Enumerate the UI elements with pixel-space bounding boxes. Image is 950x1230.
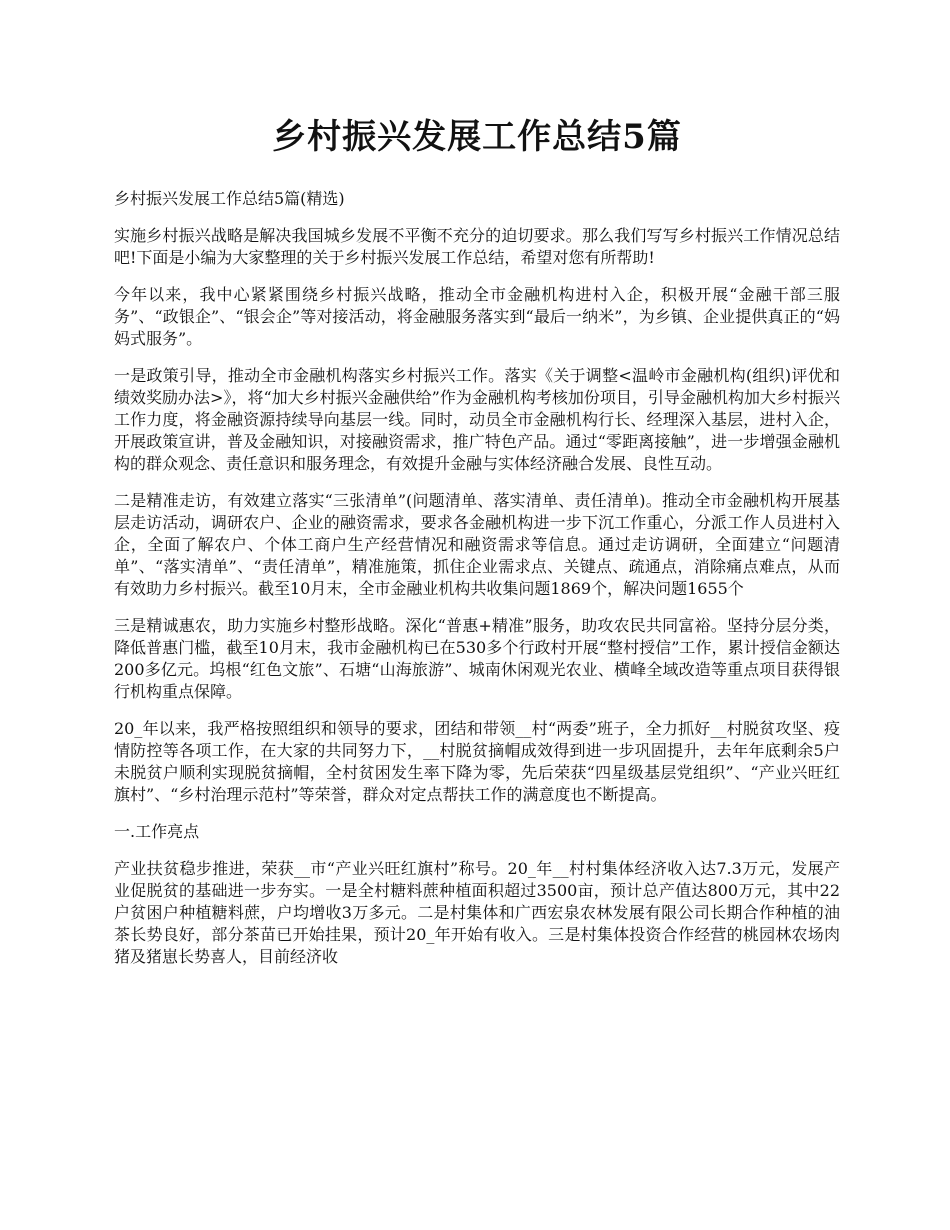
body-paragraph: 今年以来，我中心紧紧围绕乡村振兴战略，推动全市金融机构进村入企，积极开展“金融干部三服务”、“政银企”、“银会企”等对接活动，将金融服务落实到“最后一纳米”，为乡镇、企业提供真正的“妈妈式服务”。 [114,285,840,348]
body-paragraph: 一是政策引导，推动全市金融机构落实乡村振兴工作。落实《关于调整<温岭市金融机构(组织)评优和绩效奖励办法>》，将“加大乡村振兴金融供给”作为金融机构考核加份项目，引导金融机构加大乡村振兴工作力度，将金融资源持续导向基层一线。同时，动员全市金融机构行长、经理深入基层，进村入企，开展政策宣讲，普及金融知识，对接融资需求，推广特色产品。通过“零距离接触”，进一步增强金融机构的群众观念、责任意识和服务理念，有效提升金融与实体经济融合发展、良性互动。 [114,366,840,473]
body-paragraph: 三是精诚惠农，助力实施乡村整形战略。深化“普惠+精准”服务，助攻农民共同富裕。坚持分层分类，降低普惠门槛，截至10月末，我市金融机构已在530多个行政村开展“整村授信”工作，累计授信金额达200多亿元。坞根“红色文旅”、石塘“山海旅游”、城南休闲观光农业、横峰全域改造等重点项目获得银行机构重点保障。 [114,616,840,701]
body-paragraph: 20_年以来，我严格按照组织和领导的要求，团结和带领__村“两委”班子，全力抓好__村脱贫攻坚、疫情防控等各项工作，在大家的共同努力下，__村脱贫摘帽成效得到进一步巩固提升，去年年底剩余5户未脱贫户顺利实现脱贫摘帽，全村贫困发生率下降为零，先后荣获“四星级基层党组织”、“产业兴旺红旗村”、“乡村治理示范村”等荣誉，群众对定点帮扶工作的满意度也不断提高。 [114,719,840,804]
intro-paragraph: 实施乡村振兴战略是解决我国城乡发展不平衡不充分的迫切要求。那么我们写写乡村振兴工作情况总结吧!下面是小编为大家整理的关于乡村振兴发展工作总结，希望对您有所帮助! [114,226,840,267]
subtitle-paragraph: 乡村振兴发展工作总结5篇(精选) [114,189,345,208]
body-paragraph: 产业扶贫稳步推进，荣获__市“产业兴旺红旗村”称号。20_年__村村集体经济收入达7.3万元，发展产业促脱贫的基础进一步夯实。一是全村糖料蔗种植面积超过3500亩，预计总产值达800万元，其中22户贫困户种植糖料蔗，户均增收3万多元。二是村集体和广西宏泉农林发展有限公司长期合作种植的油茶长势良好，部分茶苗已开始挂果，预计20_年开始有收入。三是村集体投资合作经营的桃园林农场肉猪及猪崽长势喜人，目前经济收 [114,859,840,966]
section-heading: 一.工作亮点 [114,822,200,841]
document-title: 乡村振兴发展工作总结5篇 [272,117,682,157]
body-paragraph: 二是精准走访，有效建立落实“三张清单”(问题清单、落实清单、责任清单)。推动全市金融机构开展基层走访活动，调研农户、企业的融资需求，要求各金融机构进一步下沉工作重心，分派工作人员进村入企，全面了解农户、个体工商户生产经营情况和融资需求等信息。通过走访调研，全面建立“问题清单”、“落实清单”、“责任清单”，精准施策，抓住企业需求点、关键点、疏通点，消除痛点难点，从而有效助力乡村振兴。截至10月末，全市金融业机构共收集问题1869个，解决问题1655个 [114,491,840,598]
